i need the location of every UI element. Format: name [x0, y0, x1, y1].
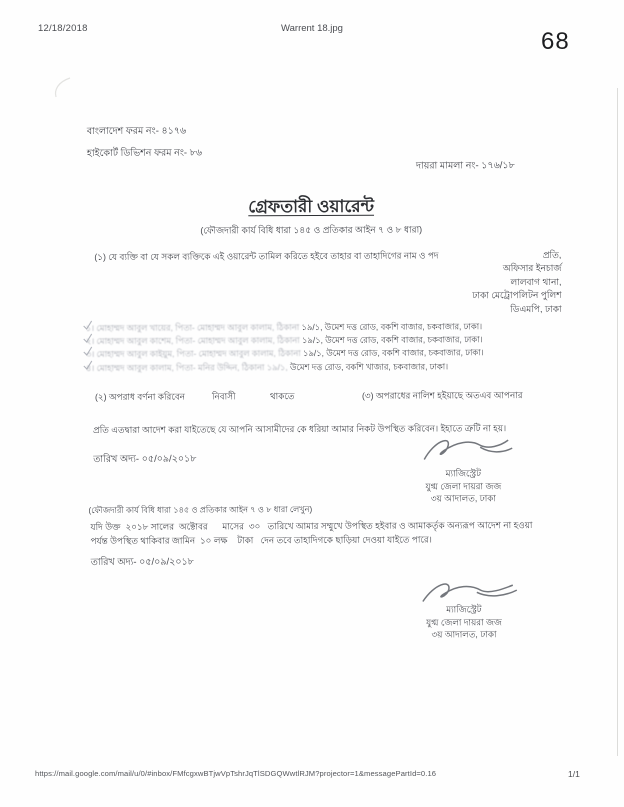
accused-entry	[86, 346, 484, 360]
accused-clear-text: ১৯/১, উমেশ দত্ত রোড, বকশি বাজার, চকবাজার, ঢাকা।	[302, 347, 484, 359]
accused-clear-text: ১৯/১, উমেশ দত্ত রোড, বকশি বাজার, চকবাজার, ঢাকা।	[301, 334, 483, 346]
judge-title: যুগ্ম জেলা দায়রা জজ	[426, 616, 502, 628]
magistrate-title: ম্যাজিস্ট্রেট	[446, 604, 482, 615]
addressee-thana: লালবাগ থানা,	[510, 276, 562, 287]
clause-3-label: (৩) অপরাধের নালিশ হইয়াছে অতএব আপনার	[361, 390, 523, 401]
magistrate-title: ম্যাজিস্ট্রেট	[445, 468, 482, 479]
addressee-police: ঢাকা মেট্রোপলিটন পুলিশ	[472, 290, 562, 301]
print-header-filename: Warrent 18.jpg	[281, 23, 343, 34]
case-number: দায়রা মামলা নং- ১৭৬/১৮	[415, 160, 515, 172]
resident-label: নিবাসী	[211, 391, 236, 402]
addressee-officer: অফিসার ইনচার্জ	[502, 263, 562, 274]
signature-block-2	[405, 603, 523, 641]
accused-faded-text: ৩। মোহাম্মদ আবুল কাইয়ুম, পিতা- মোহাম্মদ আবুল কালাম, ঠিকানা	[85, 348, 304, 359]
clause-2-label: (২) অপরাধ বর্ণনা করিবেন	[94, 391, 186, 402]
print-header-date: 12/18/2018	[38, 23, 88, 34]
addressee-city: ডিএমপি, ঢাকা	[510, 303, 562, 314]
accused-clear-text: ১৯/১, উমেশ দত্ত রোড, বকশি বাজার, চকবাজার, ঢাকা।	[301, 321, 483, 333]
issue-date-line-2: তারিখ অদ্য- ০৫/০৯/২০১৮	[90, 556, 194, 568]
signature-scribble-icon	[420, 433, 520, 469]
accused-entry	[86, 333, 483, 347]
print-footer-page-indicator: 1/1	[568, 769, 580, 779]
scan-edge-shadow-line	[617, 88, 618, 756]
addressee-block	[472, 249, 562, 316]
order-instruction-line: প্রতি এতদ্বারা আদেশ করা যাইতেছে যে আপনি আসামীদের কে ধরিয়া আমার নিকট উপস্থিত করিবেন। ইহাতে ত্রুটি না হয়।	[93, 423, 507, 435]
accused-entry	[86, 320, 483, 334]
accused-faded-text: ২। মোহাম্মদ আবুল কাশেম, পিতা- মোহাম্মদ আবুল কালাম, ঠিকানা	[85, 335, 303, 346]
bail-condition-line-2: পর্যন্ত উপস্থিত থাকিবার জামিন ১০ লক্ষ টাকা দেন তবে তাহাদিগকে ছাড়িয়া দেওয়া যাইতে পারে।	[90, 534, 432, 546]
stay-label: থাকতে	[269, 391, 295, 402]
signature-block-1	[404, 467, 522, 505]
document-subtitle: (ফৌজদারী কার্য বিধি ধারা ১৪৫ ও প্রতিকার আইন ৭ ও ৮ ধারা)	[200, 224, 423, 236]
print-footer-url: https://mail.google.com/mail/u/0/#inbox/FMfcgxwBTjwVpTshrJqTlSDGQWwtlRJM?projector=1&messagePartId=0.16	[35, 769, 437, 778]
page-number-stamp: 68	[541, 28, 570, 55]
accused-entry	[86, 360, 448, 374]
judge-title: যুগ্ম জেলা দায়রা জজ	[425, 480, 502, 492]
court-name: ৩য় আদালত, ঢাকা	[430, 493, 496, 504]
accused-faded-text: ১। মোহাম্মদ আবুল খায়ের, পিতা- মোহাম্মদ আবুল কালাম, ঠিকানা	[85, 322, 302, 333]
addressee-to: প্রতি,	[542, 249, 562, 260]
clause-1-text: (১) যে ব্যক্তি বা যে সকল ব্যক্তিকে এই ওয়ারেন্ট তামিল করিতে হইবে তাহার বা তাহাদিগের নাম ও পদ	[94, 250, 439, 262]
statute-note-line: (ফৌজদারী কার্য বিধি ধারা ১৪৫ ও প্রতিকার আইন ৭ ও ৮ ধারা লেখুন)	[88, 504, 313, 515]
issue-date-line-1: তারিখ অদ্য- ০৫/০৯/২০১৮	[93, 453, 197, 465]
highcourt-form-number-line: হাইকোর্ট ডিভিশন ফরম নং- ৮৬	[86, 147, 203, 159]
form-number-line: বাংলাদেশ ফরম নং- ৪১৭৬	[86, 125, 187, 137]
accused-clear-text: উমেশ দত্ত রোড, বকশি খাজার, চকবাজার, ঢাকা।	[289, 361, 449, 373]
court-name: ৩য় আদালত, ঢাকা	[431, 629, 497, 640]
accused-faded-text: ৪। মোহাম্মদ আবুল কালাম, পিতা- মনির উদ্দিন, ঠিকানা ১৯/১,	[85, 362, 290, 373]
document-title: গ্রেফতারী ওয়ারেন্ট	[248, 196, 375, 217]
bail-condition-line-1: যদি উক্ত ২০১৮ সালের অক্টোবর মাসের ৩০ তারিখে আমার সম্মুখে উপস্থিত হইবার ও আমাকর্তৃক অন্যরূপ আদেশ না হওয়া	[90, 520, 533, 532]
